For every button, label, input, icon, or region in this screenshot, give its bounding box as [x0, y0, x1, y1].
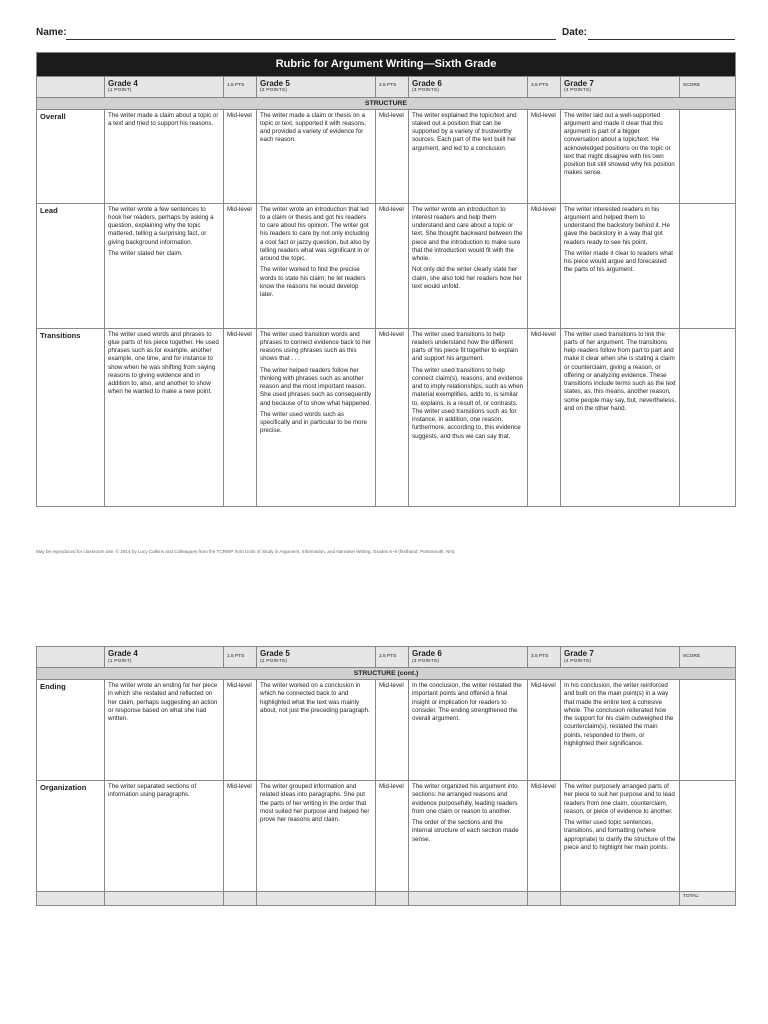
mid-level-label: Mid-level [376, 781, 409, 892]
descriptor-text: Not only did the writer clearly state her claim, she also told her readers how her text would unfold. [412, 266, 522, 290]
g5-descriptor [257, 328, 376, 506]
footer-credit: May be reproduced for classroom use. © 2014 by Lucy Calkins and Colleagues from the TCRWP from Units of Study in Argument, Information, and Narrative Writing, Grades 6–8 (firsthand: Portsmouth, NH). [36, 549, 456, 554]
descriptor-text: The writer used transitions to link the parts of her argument. The transitions help readers follow from part to part and make it clear when she is stating a claim or counterclaim, giving a reason, or offering or analyzing evidence. These transitions include terms such as the text states, as, this means, another reason, some people may say, but, nevertheless, and on the other hand. [564, 330, 677, 412]
descriptor-text: The writer stated her claim. [108, 249, 183, 257]
descriptor-text: The writer wrote an ending for her piece in which she restated and reflected on her claim, perhaps suggesting an action or response based on what she had written. [108, 682, 218, 722]
descriptor-text: The writer used transitions to help readers understand how the different parts of his piece fit together to explain and support his argument. [412, 330, 518, 363]
score-cell[interactable] [680, 109, 736, 203]
mid-level-label: Mid-level [376, 203, 409, 328]
g6-descriptor [409, 781, 528, 892]
grade6-header: Grade 6 (3 POINTS) [409, 647, 528, 668]
descriptor-text: The writer wrote an introduction that led to a claim or thesis and got his readers to care about his opinion. The writer got his readers to care by not only including a cool fact or jazzy question, but also by telling readers what was significant in or around the topic. [260, 205, 370, 263]
descriptor-text: In the conclusion, the writer restated the important points and offered a final insight or implication for readers to consider. The ending strengthened the overall argument. [412, 682, 522, 722]
g4-descriptor [105, 203, 224, 328]
mid-pts-header: 3.5 PTS [528, 76, 561, 97]
descriptor-text: The writer interested readers in his argument and helped them to understand the backstory behind it. He gave the backstory in a way that got readers ready to see his point. [564, 205, 670, 246]
score-cell[interactable] [680, 781, 736, 892]
mid-level-label: Mid-level [528, 109, 561, 203]
section-heading: STRUCTURE [37, 97, 736, 109]
descriptor-text: The writer grouped information and related ideas into paragraphs. She put the parts of her writing in the order that most suited her purpose and helped her prove her reasons and claim. [260, 783, 370, 823]
mid-level-label: Mid-level [528, 328, 561, 506]
mid-pts-header: 3.5 PTS [528, 647, 561, 668]
g6-descriptor [409, 109, 528, 203]
date-field[interactable] [588, 39, 735, 40]
g4-descriptor [105, 109, 224, 203]
row-label: Ending [37, 680, 105, 781]
g7-descriptor [561, 781, 680, 892]
g7-descriptor [561, 328, 680, 506]
descriptor-text: The writer separated sections of information using paragraphs. [108, 783, 197, 799]
descriptor-text: The writer worked to find the precise words to state his claim; he let readers know the reasons he would develop later. [260, 266, 366, 299]
mid-pts-header: 1.5 PTS [224, 76, 257, 97]
descriptor-text: The writer helped readers follow her thinking with phrases such as another reason and the most important reason. She used phrases such as consequently and because of to show what happened. [260, 366, 372, 407]
grade5-header: Grade 5 (2 POINTS) [257, 76, 376, 97]
grade5-header: Grade 5 (2 POINTS) [257, 647, 376, 668]
descriptor-text: The writer organized his argument into sections: he arranged reasons and evidence purposefully, leading readers from one claim or reason to another. [412, 783, 518, 815]
descriptor-text: The writer made it clear to readers what his piece would argue and forecasted the parts of his argument. [564, 249, 674, 274]
g6-descriptor [409, 203, 528, 328]
mid-pts-header: 1.5 PTS [224, 647, 257, 668]
descriptor-text: The writer used words and phrases to glue parts of his piece together. He used phrases such as for example, another example, one time, and for instance to show when he was shifting from saying reasons to giving evidence and in addition to, also, and another to show when he wanted to make a new point. [108, 330, 219, 396]
mid-level-label: Mid-level [224, 781, 257, 892]
descriptor-text: In his conclusion, the writer reinforced and built on the main point(s) in a way that made the entire text a cohesive whole. The conclusion reiterated how the support for his claim outweighed the counterclaim(s), restated the main points, responded to them, or highlighted their significance. [564, 682, 674, 747]
mid-level-label: Mid-level [376, 680, 409, 781]
rubric-row-lead [37, 203, 736, 328]
g4-descriptor [105, 781, 224, 892]
rubric-row-transitions [37, 328, 736, 506]
grade4-header: Grade 4 (1 POINT) [105, 76, 224, 97]
date-label: Date: [562, 27, 588, 38]
mid-level-label: Mid-level [528, 680, 561, 781]
section-heading: STRUCTURE (cont.) [37, 667, 736, 679]
score-cell[interactable] [680, 680, 736, 781]
descriptor-text: The writer used words such as specifically and in particular to be more precise. [260, 410, 367, 435]
descriptor-text: The writer used topic sentences, transitions, and formatting (where appropriate) to clarify the structure of the piece and to highlight her main points. [564, 819, 676, 851]
rubric-table-structure [36, 52, 736, 507]
descriptor-text: The writer worked on a conclusion in which he connected back to and highlighted what the text was mainly about, not just the preceding paragraph. [260, 682, 370, 714]
score-header: SCORE [680, 647, 736, 668]
total-row [37, 892, 736, 906]
total-cell[interactable]: TOTAL: [680, 892, 736, 906]
descriptor-text: The writer explained the topic/text and staked out a position that can be supported by a variety of trustworthy sources. Each part of the text built her argument, and led to a conclusion. [412, 111, 517, 152]
g7-descriptor [561, 203, 680, 328]
descriptor-text: The order of the sections and the internal structure of each section made sense. [412, 819, 519, 843]
rubric-title: Rubric for Argument Writing—Sixth Grade [37, 53, 736, 77]
mid-level-label: Mid-level [224, 328, 257, 506]
row-label: Overall [37, 109, 105, 203]
name-label: Name: [36, 27, 67, 38]
score-header: SCORE [680, 76, 736, 97]
score-cell[interactable] [680, 328, 736, 506]
g4-descriptor [105, 328, 224, 506]
mid-pts-header: 2.5 PTS [376, 76, 409, 97]
row-label: Lead [37, 203, 105, 328]
mid-level-label: Mid-level [528, 781, 561, 892]
grade7-header: Grade 7 (4 POINTS) [561, 647, 680, 668]
mid-pts-header: 2.5 PTS [376, 647, 409, 668]
score-cell[interactable] [680, 203, 736, 328]
mid-level-label: Mid-level [376, 328, 409, 506]
g4-descriptor [105, 680, 224, 781]
mid-level-label: Mid-level [528, 203, 561, 328]
row-label: Transitions [37, 328, 105, 506]
mid-level-label: Mid-level [224, 680, 257, 781]
g7-descriptor [561, 680, 680, 781]
grade4-header: Grade 4 (1 POINT) [105, 647, 224, 668]
g5-descriptor [257, 680, 376, 781]
mid-level-label: Mid-level [224, 203, 257, 328]
descriptor-text: The writer made a claim or thesis on a topic or text, supported it with reasons, and provided a variety of evidence for each reason. [260, 111, 366, 144]
descriptor-text: The writer purposely arranged parts of her piece to suit her purpose and to lead readers from one claim, counterclaim, reason, or piece of evidence to another. [564, 783, 675, 815]
descriptor-text: The writer used transitions to help connect claim(s), reasons, and evidence and to imply relationships, such as when material exemplifies, adds to, is similar to, explains, is a result of, or contrasts. The writer used transitions such as for instance, in addition, one reason, furthermore, according to, this evidence suggests, and thus we can say that. [412, 366, 524, 440]
g5-descriptor [257, 203, 376, 328]
name-field[interactable] [66, 39, 556, 40]
name-date-bar [36, 27, 736, 43]
descriptor-text: The writer wrote a few sentences to hook her readers, perhaps by asking a question, explaining why the topic mattered, telling a surprising fact, or giving background information. [108, 205, 214, 246]
g7-descriptor [561, 109, 680, 203]
g5-descriptor [257, 109, 376, 203]
grade7-header: Grade 7 (4 POINTS) [561, 76, 680, 97]
g5-descriptor [257, 781, 376, 892]
descriptor-text: The writer laid out a well-supported argument and made it clear that this argument is part of a bigger conversation about a topic/text. He acknowledged positions on the topic or text that might disagree with his own position but still showed why his position makes sense. [564, 111, 675, 177]
row-label: Organization [37, 781, 105, 892]
rubric-table-structure-cont [36, 646, 736, 906]
mid-level-label: Mid-level [224, 109, 257, 203]
descriptor-text: The writer used transition words and phrases to connect evidence back to her reasons using phrases such as this shows that . . . [260, 330, 372, 363]
descriptor-text: The writer made a claim about a topic or a text and tried to support his reasons. [108, 111, 219, 127]
mid-level-label: Mid-level [376, 109, 409, 203]
grade-header-row [37, 76, 736, 97]
g6-descriptor [409, 680, 528, 781]
grade6-header: Grade 6 (3 POINTS) [409, 76, 528, 97]
rubric-row-overall [37, 109, 736, 203]
grade-header-row [37, 647, 736, 668]
descriptor-text: The writer wrote an introduction to interest readers and help them understand and care about a topic or text. She thought backward between the piece and the introduction to make sure that the introduction would fit with the whole. [412, 205, 523, 263]
rubric-row-organization [37, 781, 736, 892]
g6-descriptor [409, 328, 528, 506]
rubric-row-ending [37, 680, 736, 781]
